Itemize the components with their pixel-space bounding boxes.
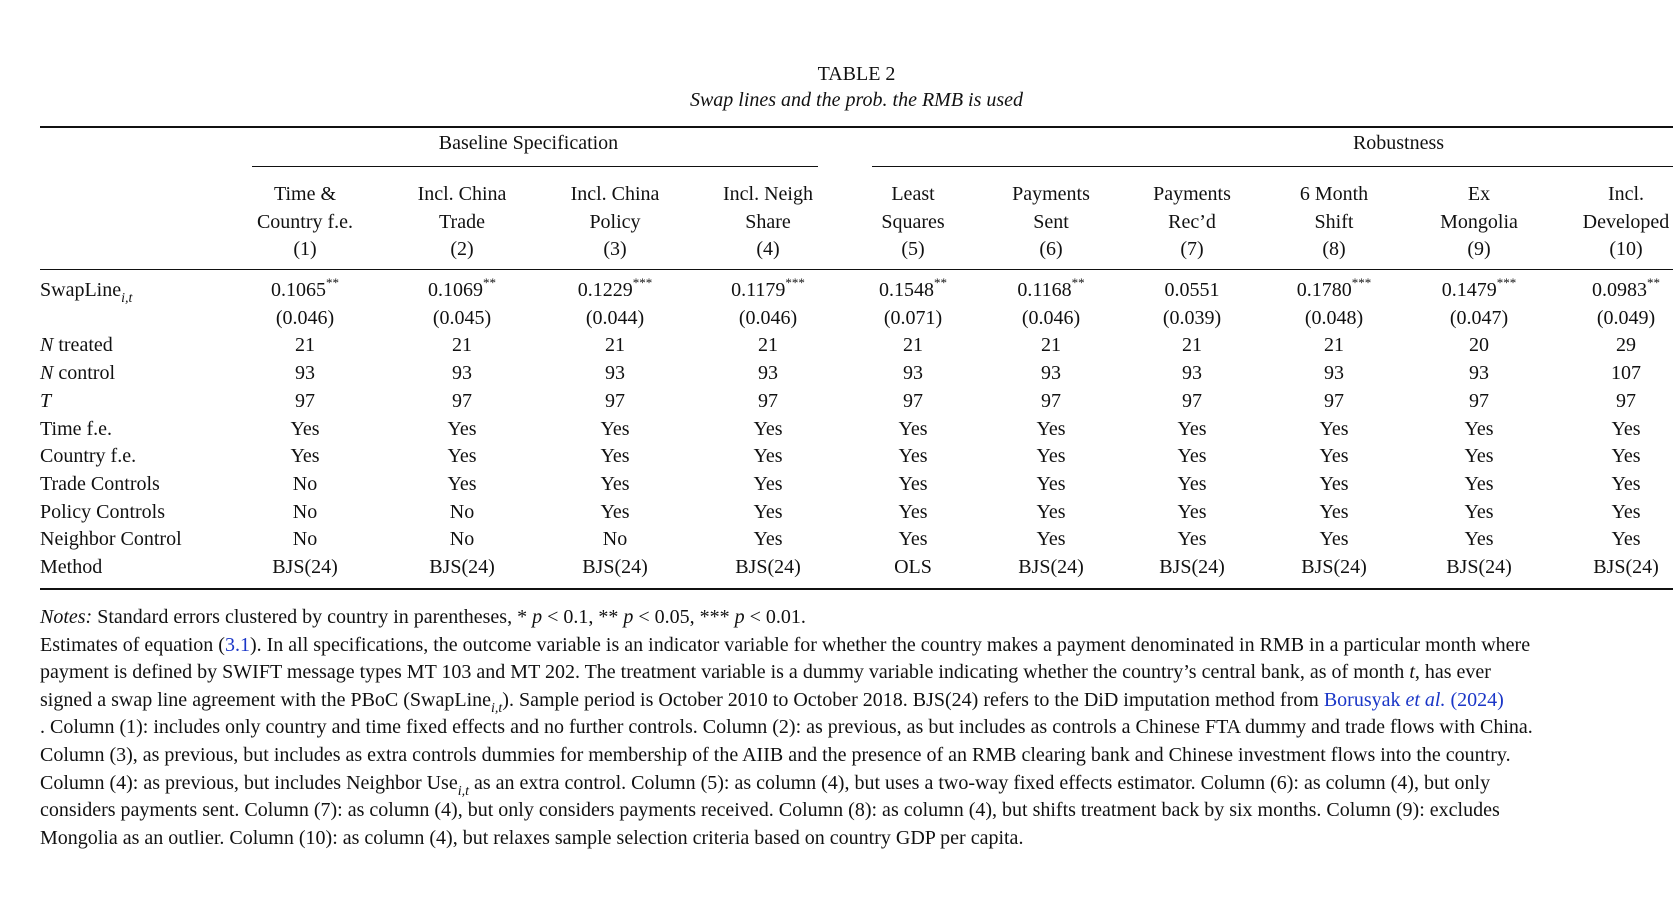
coefficient-cell — [230, 277, 380, 305]
table-cell: BJS(24) — [1301, 556, 1367, 578]
notes-line — [40, 770, 1673, 798]
table-cell: Yes — [1319, 417, 1349, 440]
table-cell: Yes — [600, 445, 630, 468]
coefficient-value: 0.1179 — [731, 279, 786, 301]
column-header-line: (3) — [603, 238, 627, 260]
column-header — [1259, 181, 1409, 264]
notes-line — [40, 825, 1673, 853]
table-cell: Yes — [290, 417, 320, 440]
table-cell: BJS(24) — [1446, 556, 1512, 578]
table-cell: Yes — [1177, 417, 1207, 440]
table-cell: Yes — [1611, 445, 1641, 468]
table-cell: Yes — [898, 528, 928, 551]
significance-stars: ** — [1071, 275, 1085, 290]
coefficient-value: 0.0983 — [1592, 279, 1647, 301]
row-label-text: Method — [40, 556, 103, 578]
table-cell: Yes — [898, 500, 928, 523]
table-cell: Yes — [1464, 445, 1494, 468]
notes-subscript: i,t — [491, 700, 503, 716]
table-cell: Yes — [753, 528, 783, 551]
column-header-line: Payments — [1012, 183, 1090, 205]
notes-text: Estimates of equation ( — [40, 633, 225, 656]
table-cell: 93 — [1324, 362, 1344, 385]
notes-text: considers payments sent. Column (7): as column (4), but only considers payments received. Column (8): as column (4), but shifts treatment back by six months. Column (9): excludes — [40, 799, 1500, 822]
column-header-line: Incl. China — [417, 183, 507, 205]
coefficient-cell — [1259, 277, 1409, 305]
row-label: SwapLine$_{i,t}$ — [40, 279, 133, 306]
std-error-cell: (0.071) — [883, 306, 943, 329]
row-label — [40, 388, 51, 416]
column-header-line: Policy — [589, 210, 641, 233]
notes-text: , has ever — [1414, 661, 1491, 684]
table-cell: No — [449, 500, 475, 523]
table-cell: No — [449, 528, 475, 551]
table-cell: 93 — [452, 362, 472, 385]
std-error-cell: (0.039) — [1162, 306, 1222, 329]
table-cell: BJS(24) — [735, 556, 801, 578]
column-header-line: (10) — [1609, 238, 1643, 260]
row-label-text: Country f.e. — [40, 445, 137, 468]
row-label-text: Trade Controls — [40, 472, 160, 495]
column-header — [1551, 181, 1673, 264]
column-header-line: Incl. China — [570, 183, 660, 205]
table-cell: Yes — [1319, 445, 1349, 468]
notes-text: Column (3), as previous, but includes as extra controls dummies for membership of the AIIB and the presence of an RMB clearing bank and Chinese investment flows into the country. — [40, 743, 1511, 766]
coefficient-cell — [540, 277, 690, 305]
citation-link[interactable]: (2024) — [1445, 688, 1504, 711]
table-cell: 93 — [1182, 362, 1202, 385]
coefficient-cell — [693, 277, 843, 305]
table-cell: Yes — [447, 472, 477, 495]
row-label-text: Neighbor Control — [40, 528, 182, 551]
column-header-line: 6 Month — [1299, 183, 1369, 205]
coefficient-cell — [1404, 277, 1554, 305]
row-label — [40, 416, 112, 444]
table-cell: Yes — [1611, 528, 1641, 551]
column-header-line: (8) — [1322, 238, 1346, 260]
column-header-line: (9) — [1467, 238, 1491, 260]
table-cell: BJS(24) — [429, 556, 495, 578]
column-header-line: Incl. — [1607, 183, 1645, 205]
column-header — [693, 181, 843, 264]
row-label — [40, 443, 136, 471]
notes-text: as an extra control. Column (5): as column (4), but uses a two-way fixed effects estimator. Column (6): as column (4), but only — [469, 771, 1491, 794]
coefficient-cell — [838, 277, 988, 305]
row-label — [40, 332, 113, 360]
group-label-baseline: Baseline Specification — [438, 132, 619, 154]
row-label — [40, 360, 115, 388]
coefficient-value: 0.1479 — [1441, 279, 1497, 301]
table-cell: Yes — [1611, 500, 1641, 523]
notes-math: p — [623, 606, 634, 628]
table-cell: Yes — [753, 472, 783, 495]
column-header-line: Least — [891, 183, 935, 205]
notes-text: < 0.05, *** — [633, 606, 735, 628]
notes-line — [40, 714, 1673, 742]
row-label — [40, 554, 102, 582]
column-header — [540, 181, 690, 264]
table-cell: Yes — [447, 445, 477, 468]
table-cell: 97 — [903, 389, 923, 412]
column-header-line: Time & — [273, 183, 337, 205]
table-caption-number: TABLE 2 — [817, 63, 896, 85]
table-bottom-rule — [40, 588, 1673, 590]
group-rule-robustness — [872, 166, 1673, 167]
table-cell: 20 — [1469, 334, 1489, 357]
column-header-line: Squares — [881, 210, 945, 233]
table-cell: No — [292, 500, 318, 523]
table-cell: Yes — [898, 472, 928, 495]
coefficient-value: 0.1229 — [577, 279, 633, 301]
group-rule-baseline — [252, 166, 818, 167]
significance-stars: *** — [1351, 275, 1372, 290]
table-cell: 29 — [1616, 334, 1636, 357]
coefficient-value: 0.0551 — [1164, 279, 1220, 301]
column-header-line: Trade — [439, 210, 485, 233]
table-cell: Yes — [1611, 417, 1641, 440]
coefficient-value: 0.1548 — [879, 279, 934, 301]
table-cell: No — [292, 472, 318, 495]
row-label — [40, 526, 182, 554]
table-cell: 97 — [1324, 389, 1344, 412]
table-cell: Yes — [290, 445, 320, 468]
table-cell: BJS(24) — [1018, 556, 1084, 578]
table-cell: Yes — [753, 417, 783, 440]
table-cell: 21 — [605, 334, 625, 357]
notes-text: . Column (1): includes only country and time fixed effects and no further controls. Column (2): as previous, as but includes as controls a Chinese FTA dummy and trade flows with China. — [40, 716, 1533, 739]
coefficient-cell — [976, 277, 1126, 305]
column-header — [1117, 181, 1267, 264]
std-error-cell: (0.046) — [738, 306, 798, 329]
table-cell: No — [602, 528, 628, 551]
column-header — [230, 181, 380, 264]
significance-stars: ** — [326, 275, 339, 290]
column-header-line: (1) — [293, 238, 317, 260]
notes-text: Standard errors clustered by country in parentheses, * — [92, 606, 533, 628]
table-cell: Yes — [1036, 445, 1066, 468]
table-cell: Yes — [1036, 500, 1066, 523]
significance-stars: ** — [483, 275, 496, 290]
coefficient-cell — [1117, 277, 1267, 305]
table-cell: Yes — [1319, 528, 1349, 551]
column-header-line: Country f.e. — [256, 210, 354, 233]
column-header — [976, 181, 1126, 264]
notes-line — [40, 797, 1673, 825]
table-cell: Yes — [1464, 500, 1494, 523]
table-cell: 97 — [452, 389, 472, 412]
std-error-cell: (0.046) — [1021, 306, 1081, 329]
row-label-text: treated — [53, 334, 113, 357]
column-header-line: Incl. Neigh — [723, 183, 813, 205]
coefficient-cell — [387, 277, 537, 305]
notes-line — [40, 687, 1673, 715]
row-label — [40, 499, 165, 527]
table-cell: 21 — [1041, 334, 1061, 357]
column-header-line: (6) — [1039, 238, 1063, 260]
std-error-cell: (0.047) — [1449, 306, 1509, 329]
notes-text: < 0.1, ** — [542, 606, 624, 628]
table-cell: 97 — [1469, 389, 1489, 412]
table-cell: 97 — [758, 389, 778, 412]
std-error-cell: (0.045) — [432, 306, 492, 329]
table-cell: 93 — [1469, 362, 1489, 385]
row-label-italic: N — [40, 334, 54, 357]
std-error-cell: (0.049) — [1596, 306, 1656, 329]
citation-link[interactable]: 3.1 — [224, 633, 250, 656]
table-cell: 21 — [452, 334, 472, 357]
column-header — [838, 181, 988, 264]
row-label-italic: N — [40, 362, 54, 385]
column-header-line: (2) — [450, 238, 474, 260]
table-cell: 21 — [295, 334, 315, 357]
table-cell: Yes — [1464, 472, 1494, 495]
column-header-line: Payments — [1153, 183, 1231, 205]
column-header-line: (7) — [1180, 238, 1204, 260]
table-cell: Yes — [1319, 500, 1349, 523]
table-cell: No — [292, 528, 318, 551]
table-cell: Yes — [600, 500, 630, 523]
table-cell: 93 — [605, 362, 625, 385]
table-cell: 93 — [295, 362, 315, 385]
coefficient-cell — [1551, 277, 1673, 305]
notes-subscript: i,t — [457, 783, 469, 799]
coefficient-value: 0.1168 — [1017, 279, 1072, 301]
table-cell: Yes — [600, 472, 630, 495]
table-cell: 97 — [605, 389, 625, 412]
row-label-subscript: i,t — [121, 291, 133, 306]
notes-text: signed a swap line agreement with the PBoC (SwapLine — [40, 688, 492, 711]
table-cell: Yes — [753, 500, 783, 523]
table-cell: BJS(24) — [272, 556, 338, 578]
table-cell: Yes — [753, 445, 783, 468]
notes-text: Column (4): as previous, but includes Neighbor Use — [40, 771, 458, 794]
table-cell: Yes — [1036, 472, 1066, 495]
table-cell: 97 — [1041, 389, 1061, 412]
table-header-rule — [40, 269, 1673, 270]
notes-first-line — [40, 604, 1673, 632]
column-header-line: Developed — [1582, 210, 1670, 233]
std-error-cell: (0.046) — [275, 306, 335, 329]
significance-stars: *** — [632, 275, 653, 290]
table-cell: Yes — [1036, 528, 1066, 551]
table-cell: BJS(24) — [1593, 556, 1659, 578]
notes-math: p — [532, 606, 543, 628]
citation-link[interactable]: Borusyak — [1323, 688, 1406, 711]
table-cell: Yes — [1319, 472, 1349, 495]
column-header — [387, 181, 537, 264]
table-cell: Yes — [1036, 417, 1066, 440]
table-cell: BJS(24) — [582, 556, 648, 578]
table-cell: Yes — [1177, 528, 1207, 551]
table-top-rule — [40, 126, 1673, 128]
table-cell: 97 — [295, 389, 315, 412]
column-header — [1404, 181, 1554, 264]
table-cell: BJS(24) — [1159, 556, 1225, 578]
notes-text: ). Sample period is October 2010 to October 2018. BJS(24) refers to the DiD imputation method from — [502, 688, 1324, 711]
table-notes — [40, 604, 1673, 852]
notes-line — [40, 632, 1673, 660]
notes-text: ). In all specifications, the outcome variable is an indicator variable for whether the country makes a payment denominated in RMB in a particular month where — [249, 633, 1531, 656]
table-cell: 97 — [1182, 389, 1202, 412]
notes-text: Mongolia as an outlier. Column (10): as column (4), but relaxes sample selection criteria based on country GDP per capita. — [40, 826, 1024, 849]
table-cell: Yes — [1177, 445, 1207, 468]
table-cell: Yes — [898, 445, 928, 468]
table-cell: Yes — [447, 417, 477, 440]
notes-math: t — [1409, 661, 1415, 684]
significance-stars: *** — [785, 275, 805, 290]
row-label-text: Time f.e. — [40, 417, 113, 440]
column-header-line: (5) — [901, 238, 925, 260]
notes-text: payment is defined by SWIFT message types MT 103 and MT 202. The treatment variable is a dummy variable indicating whether the country’s central bank, as of month — [40, 661, 1410, 684]
table-cell: 97 — [1616, 389, 1636, 412]
coefficient-value: 0.1065 — [271, 279, 326, 301]
column-header-line: Sent — [1033, 210, 1069, 233]
table-cell: 93 — [758, 362, 778, 385]
notes-line — [40, 742, 1673, 770]
notes-line — [40, 659, 1673, 687]
table-cell: 93 — [1041, 362, 1061, 385]
row-label-italic: T — [40, 389, 52, 412]
group-label-robustness: Robustness — [1352, 132, 1445, 154]
table-cell: 93 — [903, 362, 923, 385]
row-label-text: Policy Controls — [40, 500, 166, 523]
column-header-line: Rec’d — [1168, 210, 1216, 233]
table-caption-title: Swap lines and the prob. the RMB is used — [689, 89, 1024, 111]
std-error-cell: (0.044) — [585, 306, 645, 329]
table-cell: 21 — [903, 334, 923, 357]
table-cell: Yes — [1177, 472, 1207, 495]
std-error-cell: (0.048) — [1304, 306, 1364, 329]
row-label — [40, 471, 160, 499]
column-header-line: Share — [745, 210, 791, 233]
table-cell: 21 — [1182, 334, 1202, 357]
notes-text: < 0.01. — [744, 606, 806, 628]
column-header-line: Ex — [1467, 183, 1491, 205]
table-cell: Yes — [1177, 500, 1207, 523]
table-cell: Yes — [1611, 472, 1641, 495]
table-cell: 21 — [758, 334, 778, 357]
table-cell: 21 — [1324, 334, 1344, 357]
significance-stars: *** — [1496, 275, 1517, 290]
table-cell: Yes — [1464, 417, 1494, 440]
coefficient-value: 0.1780 — [1296, 279, 1352, 301]
significance-stars: ** — [1647, 275, 1660, 290]
notes-math: p — [734, 606, 745, 628]
notes-label: Notes: — [40, 606, 93, 628]
citation-link[interactable]: et al. — [1405, 688, 1446, 711]
row-label-text: control — [53, 362, 115, 385]
column-header-line: (4) — [756, 238, 780, 260]
column-header-line: Mongolia — [1440, 210, 1518, 233]
table-cell: Yes — [1464, 528, 1494, 551]
significance-stars: ** — [934, 275, 947, 290]
column-header-line: Shift — [1314, 210, 1354, 233]
coefficient-value: 0.1069 — [428, 279, 483, 301]
table-cell: Yes — [898, 417, 928, 440]
table-cell: 107 — [1611, 362, 1641, 385]
table-cell: Yes — [600, 417, 630, 440]
table-cell: OLS — [894, 556, 932, 578]
